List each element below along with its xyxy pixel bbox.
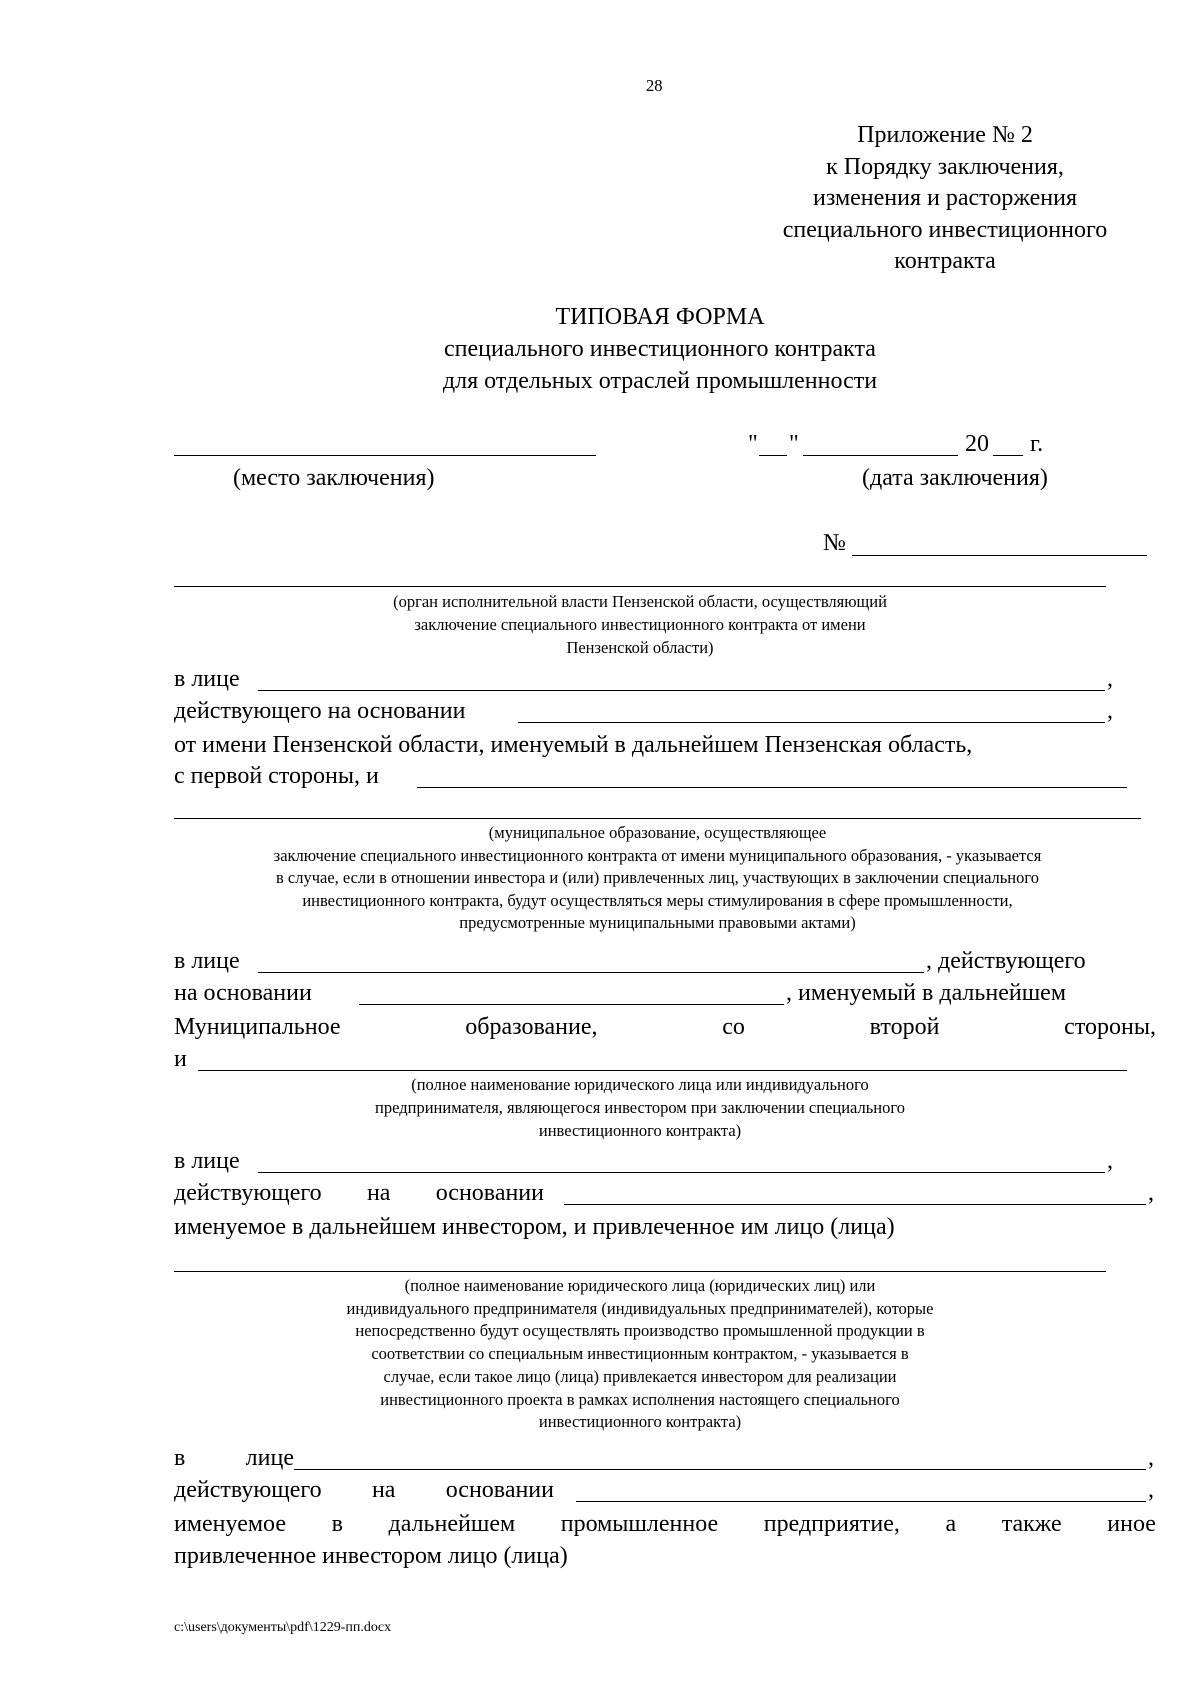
word: действующего xyxy=(174,1180,322,1206)
authority-blank[interactable] xyxy=(174,586,1106,587)
word: а xyxy=(945,1511,957,1537)
section1-basis-blank[interactable] xyxy=(518,722,1105,723)
word: предприятие, xyxy=(763,1511,900,1537)
caption-line: (полное наименование юридического лица (юридических лиц) или xyxy=(404,1276,876,1295)
caption-line: заключение специального инвестиционного контракта от имени муниципального образования, - указывается xyxy=(273,845,1042,865)
enterprise-blank[interactable] xyxy=(174,1271,1106,1272)
caption-line: соответствии со специальным инвестиционным контрактом, - указывается в xyxy=(371,1344,909,1364)
title-line: для отдельных отраслей промышленности xyxy=(442,368,878,394)
number-sign: № xyxy=(823,530,846,556)
section2-acting-tail: , действующего xyxy=(926,948,1086,974)
number-blank[interactable] xyxy=(852,555,1147,556)
section1-in-person: в лице xyxy=(174,666,240,692)
section4-last-line: привлеченное инвестором лицо (лица) xyxy=(174,1543,568,1569)
word: промышленное xyxy=(560,1511,719,1537)
word: основании xyxy=(445,1477,554,1503)
enterprise-caption xyxy=(174,1275,1106,1434)
caption-line: индивидуального предпринимателя (индивидуальных предпринимателей), которые xyxy=(346,1298,934,1318)
year-prefix: 20 xyxy=(965,431,989,457)
footer-file-path: c:\users\документы\pdf\1229-пп.docx xyxy=(174,1620,392,1635)
section1-on-behalf: от имени Пензенской области, именуемый в дальнейшем Пензенская область, xyxy=(174,732,973,758)
section1-party-blank[interactable] xyxy=(417,787,1127,788)
date-quote-close: " xyxy=(789,431,799,457)
caption-line: (полное наименование юридического лица или индивидуального xyxy=(411,1075,869,1094)
section2-basis-blank[interactable] xyxy=(359,1004,784,1005)
caption-line: Пензенской области) xyxy=(566,638,714,657)
appendix-block xyxy=(735,120,1155,278)
word: дальнейшем xyxy=(388,1511,516,1537)
section2-second-party-line xyxy=(174,1012,1156,1042)
section4-acting-line xyxy=(174,1475,554,1505)
appendix-line: Приложение № 2 xyxy=(857,122,1033,148)
comma: , xyxy=(1107,666,1113,692)
caption-line: предусмотренные муниципальными правовыми актами) xyxy=(459,913,856,933)
comma: , xyxy=(1148,1445,1154,1471)
word: лице xyxy=(245,1445,294,1471)
word: на xyxy=(371,1477,396,1503)
section3-person-blank[interactable] xyxy=(258,1172,1105,1173)
caption-line: заключение специального инвестиционного контракта от имени xyxy=(414,615,866,634)
comma: , xyxy=(1148,1477,1154,1503)
title-line: ТИПОВАЯ ФОРМА xyxy=(555,304,765,330)
section1-acting: действующего на основании xyxy=(174,698,466,724)
appendix-line: специального инвестиционного xyxy=(782,216,1108,243)
section1-first-party: с первой стороны, и xyxy=(174,763,379,789)
word: на xyxy=(366,1180,391,1206)
municipality-blank[interactable] xyxy=(174,818,1141,819)
section3-basis-blank[interactable] xyxy=(564,1204,1146,1205)
word: действующего xyxy=(174,1477,322,1503)
section3-in-person: в лице xyxy=(174,1148,240,1174)
word: также xyxy=(1001,1511,1062,1537)
investor-blank[interactable] xyxy=(198,1070,1127,1071)
section3-named: именуемое в дальнейшем инвестором, и привлеченное им лицо (лица) xyxy=(174,1214,895,1240)
comma: , xyxy=(1107,1148,1113,1174)
section2-named-tail: , именуемый в дальнейшем xyxy=(786,980,1067,1006)
word: образование, xyxy=(465,1014,598,1040)
appendix-line: контракта xyxy=(894,248,996,274)
section2-and: и xyxy=(174,1046,187,1072)
appendix-line: к Порядку заключения, xyxy=(826,153,1064,180)
word: Муниципальное xyxy=(174,1014,341,1040)
date-label: (дата заключения) xyxy=(862,465,1048,491)
word: со xyxy=(722,1014,745,1040)
investor-caption xyxy=(174,1073,1106,1142)
place-label: (место заключения) xyxy=(233,465,435,491)
section4-named-line xyxy=(174,1509,1156,1539)
caption-line: инвестиционного контракта) xyxy=(538,1121,742,1140)
section4-person-blank[interactable] xyxy=(294,1469,1146,1470)
section4-in-person-line xyxy=(174,1443,294,1473)
page-number: 28 xyxy=(646,76,663,95)
section3-acting-line xyxy=(174,1178,544,1208)
section2-in-person: в лице xyxy=(174,948,240,974)
section1-person-blank[interactable] xyxy=(258,690,1105,691)
month-blank[interactable] xyxy=(803,455,958,456)
date-quote-open: " xyxy=(748,431,758,457)
comma: , xyxy=(1148,1180,1154,1206)
word: в xyxy=(331,1511,343,1537)
section2-on-basis: на основании xyxy=(174,980,312,1006)
caption-line: случае, если такое лицо (лица) привлекается инвестором для реализации xyxy=(383,1366,897,1386)
caption-line: инвестиционного контракта, будут осуществляться меры стимулирования в сфере промышленности, xyxy=(302,890,1013,910)
caption-line: (муниципальное образование, осуществляющее xyxy=(488,823,827,842)
section2-person-blank[interactable] xyxy=(258,972,924,973)
municipality-caption xyxy=(174,822,1141,935)
word: стороны, xyxy=(1064,1014,1156,1040)
word: второй xyxy=(869,1014,940,1040)
appendix-line: изменения и расторжения xyxy=(812,185,1077,211)
day-blank[interactable] xyxy=(759,455,787,456)
section4-basis-blank[interactable] xyxy=(576,1501,1146,1502)
year-blank[interactable] xyxy=(993,455,1023,456)
word: в xyxy=(174,1445,186,1471)
authority-caption xyxy=(174,590,1106,659)
word: иное xyxy=(1107,1511,1156,1537)
word: именуемое xyxy=(174,1511,286,1537)
year-suffix: г. xyxy=(1030,431,1044,457)
title-line: специального инвестиционного контракта xyxy=(444,336,876,362)
caption-line: предпринимателя, являющегося инвестором при заключении специального xyxy=(375,1098,905,1117)
caption-line: инвестиционного проекта в рамках исполнения настоящего специального xyxy=(380,1389,900,1409)
comma: , xyxy=(1107,698,1113,724)
caption-line: в случае, если в отношении инвестора и (или) привлеченных лиц, участвующих в заключении специального xyxy=(276,868,1039,888)
document-title xyxy=(300,301,1020,397)
caption-line: (орган исполнительной власти Пензенской области, осуществляющий xyxy=(393,592,887,611)
caption-line: инвестиционного контракта) xyxy=(538,1412,742,1432)
word: основании xyxy=(435,1180,544,1206)
caption-line: непосредственно будут осуществлять производство промышленной продукции в xyxy=(355,1321,925,1341)
place-blank[interactable] xyxy=(174,455,596,456)
